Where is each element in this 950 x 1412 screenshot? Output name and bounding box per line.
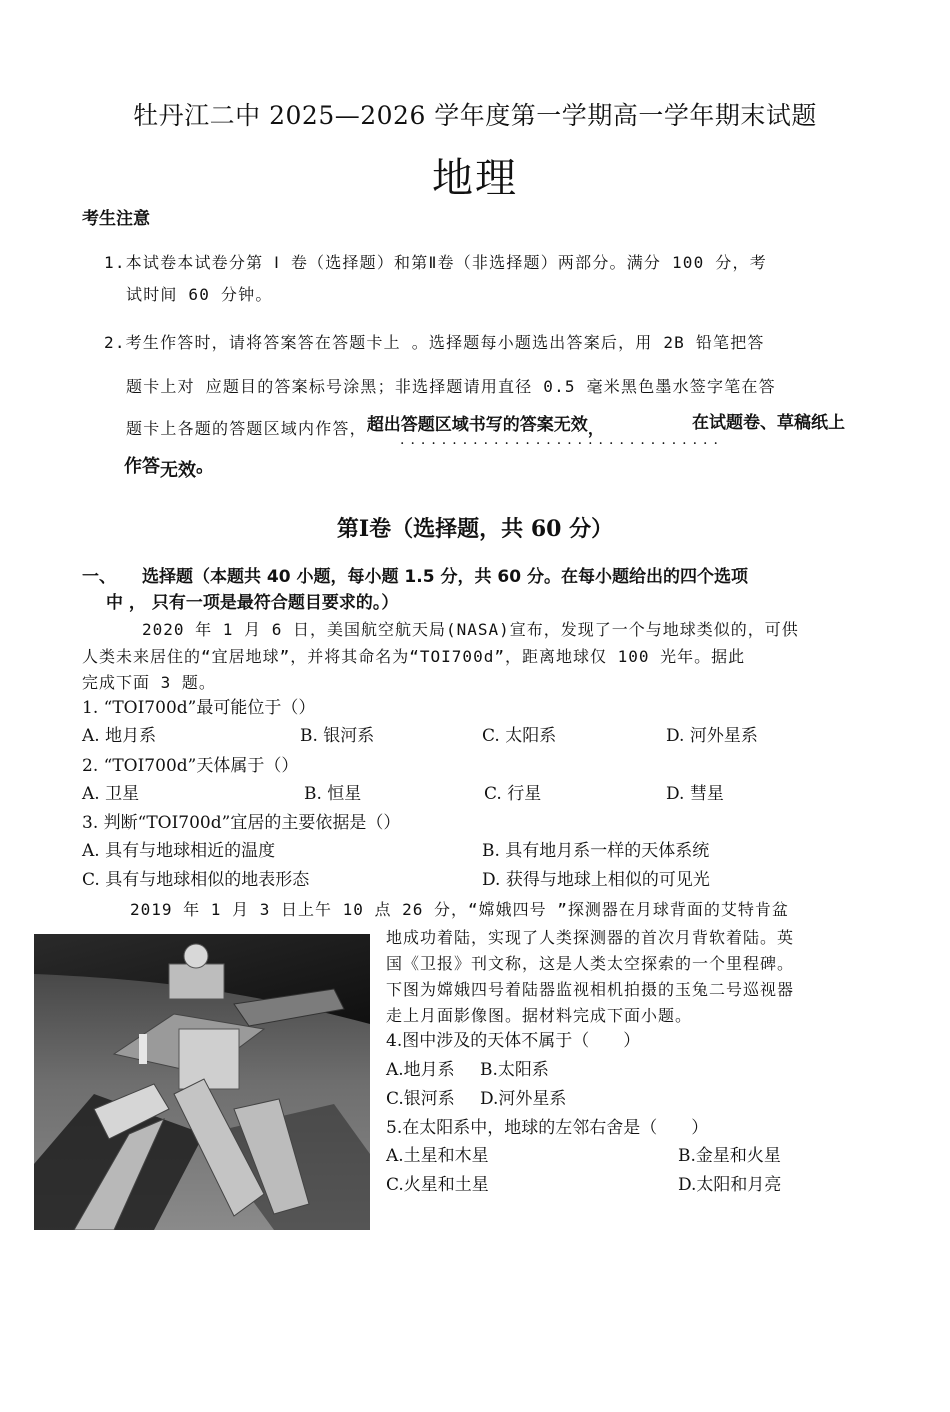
question-3-option-b: B. 具有地月系一样的天体系统 bbox=[482, 841, 710, 861]
notice-item-2-line-2: 题卡上对 应题目的答案标号涂黑；非选择题请用直径 0.5 毫米黑色墨水签字笔在答 bbox=[126, 377, 776, 396]
question-2-option-d: D. 彗星 bbox=[666, 784, 724, 804]
notice-emphasis-2: 在试题卷、草稿纸上 bbox=[692, 413, 845, 433]
question-1-option-c: C. 太阳系 bbox=[482, 726, 557, 746]
question-5-option-a: A.土星和木星 bbox=[386, 1146, 489, 1166]
question-2-option-c: C. 行星 bbox=[484, 784, 542, 804]
passage2-line-3: 国《卫报》刊文称，这是人类太空探索的一个里程碑。 bbox=[386, 954, 795, 973]
part-instructions-line-2: 中 ， 只有一项是最符合题目要求的。） bbox=[106, 593, 399, 613]
question-5-option-d: D.太阳和月亮 bbox=[678, 1175, 782, 1195]
notice-emphasis-1: 超出答题区域书写的答案无效 bbox=[366, 415, 588, 435]
passage2-line-2: 地成功着陆，实现了人类探测器的首次月背软着陆。英 bbox=[386, 928, 795, 947]
question-3-option-c: C. 具有与地球相似的地表形态 bbox=[82, 870, 310, 890]
notice-heading: 考生注意 bbox=[82, 209, 150, 229]
question-2-option-a: A. 卫星 bbox=[82, 784, 140, 804]
notice-item-1-line-1: 1.本试卷本试卷分第 Ⅰ 卷（选择题）和第Ⅱ卷（非选择题）两部分。满分 100 分，考 bbox=[104, 253, 767, 272]
question-1-option-a: A. 地月系 bbox=[82, 726, 157, 746]
question-5-option-c: C.火星和土星 bbox=[386, 1175, 489, 1195]
subject-title: 地理 bbox=[432, 154, 518, 202]
question-3-option-a: A. 具有与地球相近的温度 bbox=[82, 841, 276, 861]
question-4-option-b: B.太阳系 bbox=[480, 1060, 549, 1080]
question-4-option-c: C.银河系 bbox=[386, 1089, 455, 1109]
passage2-line-1: 2019 年 1 月 3 日上午 10 点 26 分，“嫦娥四号 ”探测器在月球背面的艾特肯盆 bbox=[130, 900, 789, 919]
notice-item-2-line-1: 2.考生作答时，请将答案答在答题卡上 。选择题每小题选出答案后，用 2B 铅笔把答 bbox=[104, 333, 765, 352]
passage2-line-4: 下图为嫦娥四号着陆器监视相机拍摄的玉兔二号巡视器 bbox=[386, 980, 795, 999]
question-3-option-d: D. 获得与地球上相似的可见光 bbox=[482, 870, 710, 890]
question-2-option-b: B. 恒星 bbox=[304, 784, 362, 804]
part-label: 一、 bbox=[82, 567, 116, 587]
section-title: 第Ⅰ卷（选择题，共 60 分） bbox=[336, 516, 614, 542]
notice-item-2-line-4 bbox=[124, 452, 214, 481]
question-1-stem: 1. “TOI700d”最可能位于（） bbox=[82, 698, 316, 718]
question-4-option-d: D.河外星系 bbox=[480, 1089, 567, 1109]
part-instructions-line-1: 选择题（本题共 40 小题，每小题 1.5 分，共 60 分。在每小题给出的四个选项 bbox=[142, 567, 748, 587]
emphasis-dots: ······························· bbox=[400, 436, 724, 452]
question-3-stem: 3. 判断“TOI700d”宜居的主要依据是（） bbox=[82, 813, 401, 833]
exam-title: 牡丹江二中 2025—2026 学年度第一学期高一学年期末试题 bbox=[133, 101, 817, 130]
question-5-option-b: B.金星和火星 bbox=[678, 1146, 781, 1166]
passage1-line-2: 人类未来居住的“宜居地球”，并将其命名为“TOI700d”，距离地球仅 100 光年。据此 bbox=[82, 647, 746, 666]
notice-item-1-line-2: 试时间 60 分钟。 bbox=[126, 285, 273, 304]
notice-emphasis-4: 无效 bbox=[160, 460, 196, 481]
question-2-stem: 2. “TOI700d”天体属于（） bbox=[82, 756, 299, 776]
yutu2-rover-photo bbox=[34, 934, 370, 1230]
notice-line3-text: 题卡上各题的答题区域内作答， bbox=[126, 419, 367, 438]
notice-period: 。 bbox=[196, 456, 214, 477]
question-4-stem: 4.图中涉及的天体不属于（ ） bbox=[386, 1031, 641, 1051]
question-1-option-b: B. 银河系 bbox=[300, 726, 375, 746]
notice-comma: ， bbox=[587, 419, 604, 438]
notice-emphasis-3: 作答 bbox=[124, 456, 160, 477]
passage1-line-3: 完成下面 3 题。 bbox=[82, 673, 216, 692]
question-5-stem: 5.在太阳系中，地球的左邻右舍是（ ） bbox=[386, 1118, 709, 1138]
passage2-line-5: 走上月面影像图。据材料完成下面小题。 bbox=[386, 1006, 693, 1025]
question-1-option-d: D. 河外星系 bbox=[666, 726, 758, 746]
passage1-line-1: 2020 年 1 月 6 日，美国航空航天局(NASA)宣布，发现了一个与地球类似的，可供 bbox=[142, 620, 799, 639]
question-4-option-a: A.地月系 bbox=[386, 1060, 455, 1080]
